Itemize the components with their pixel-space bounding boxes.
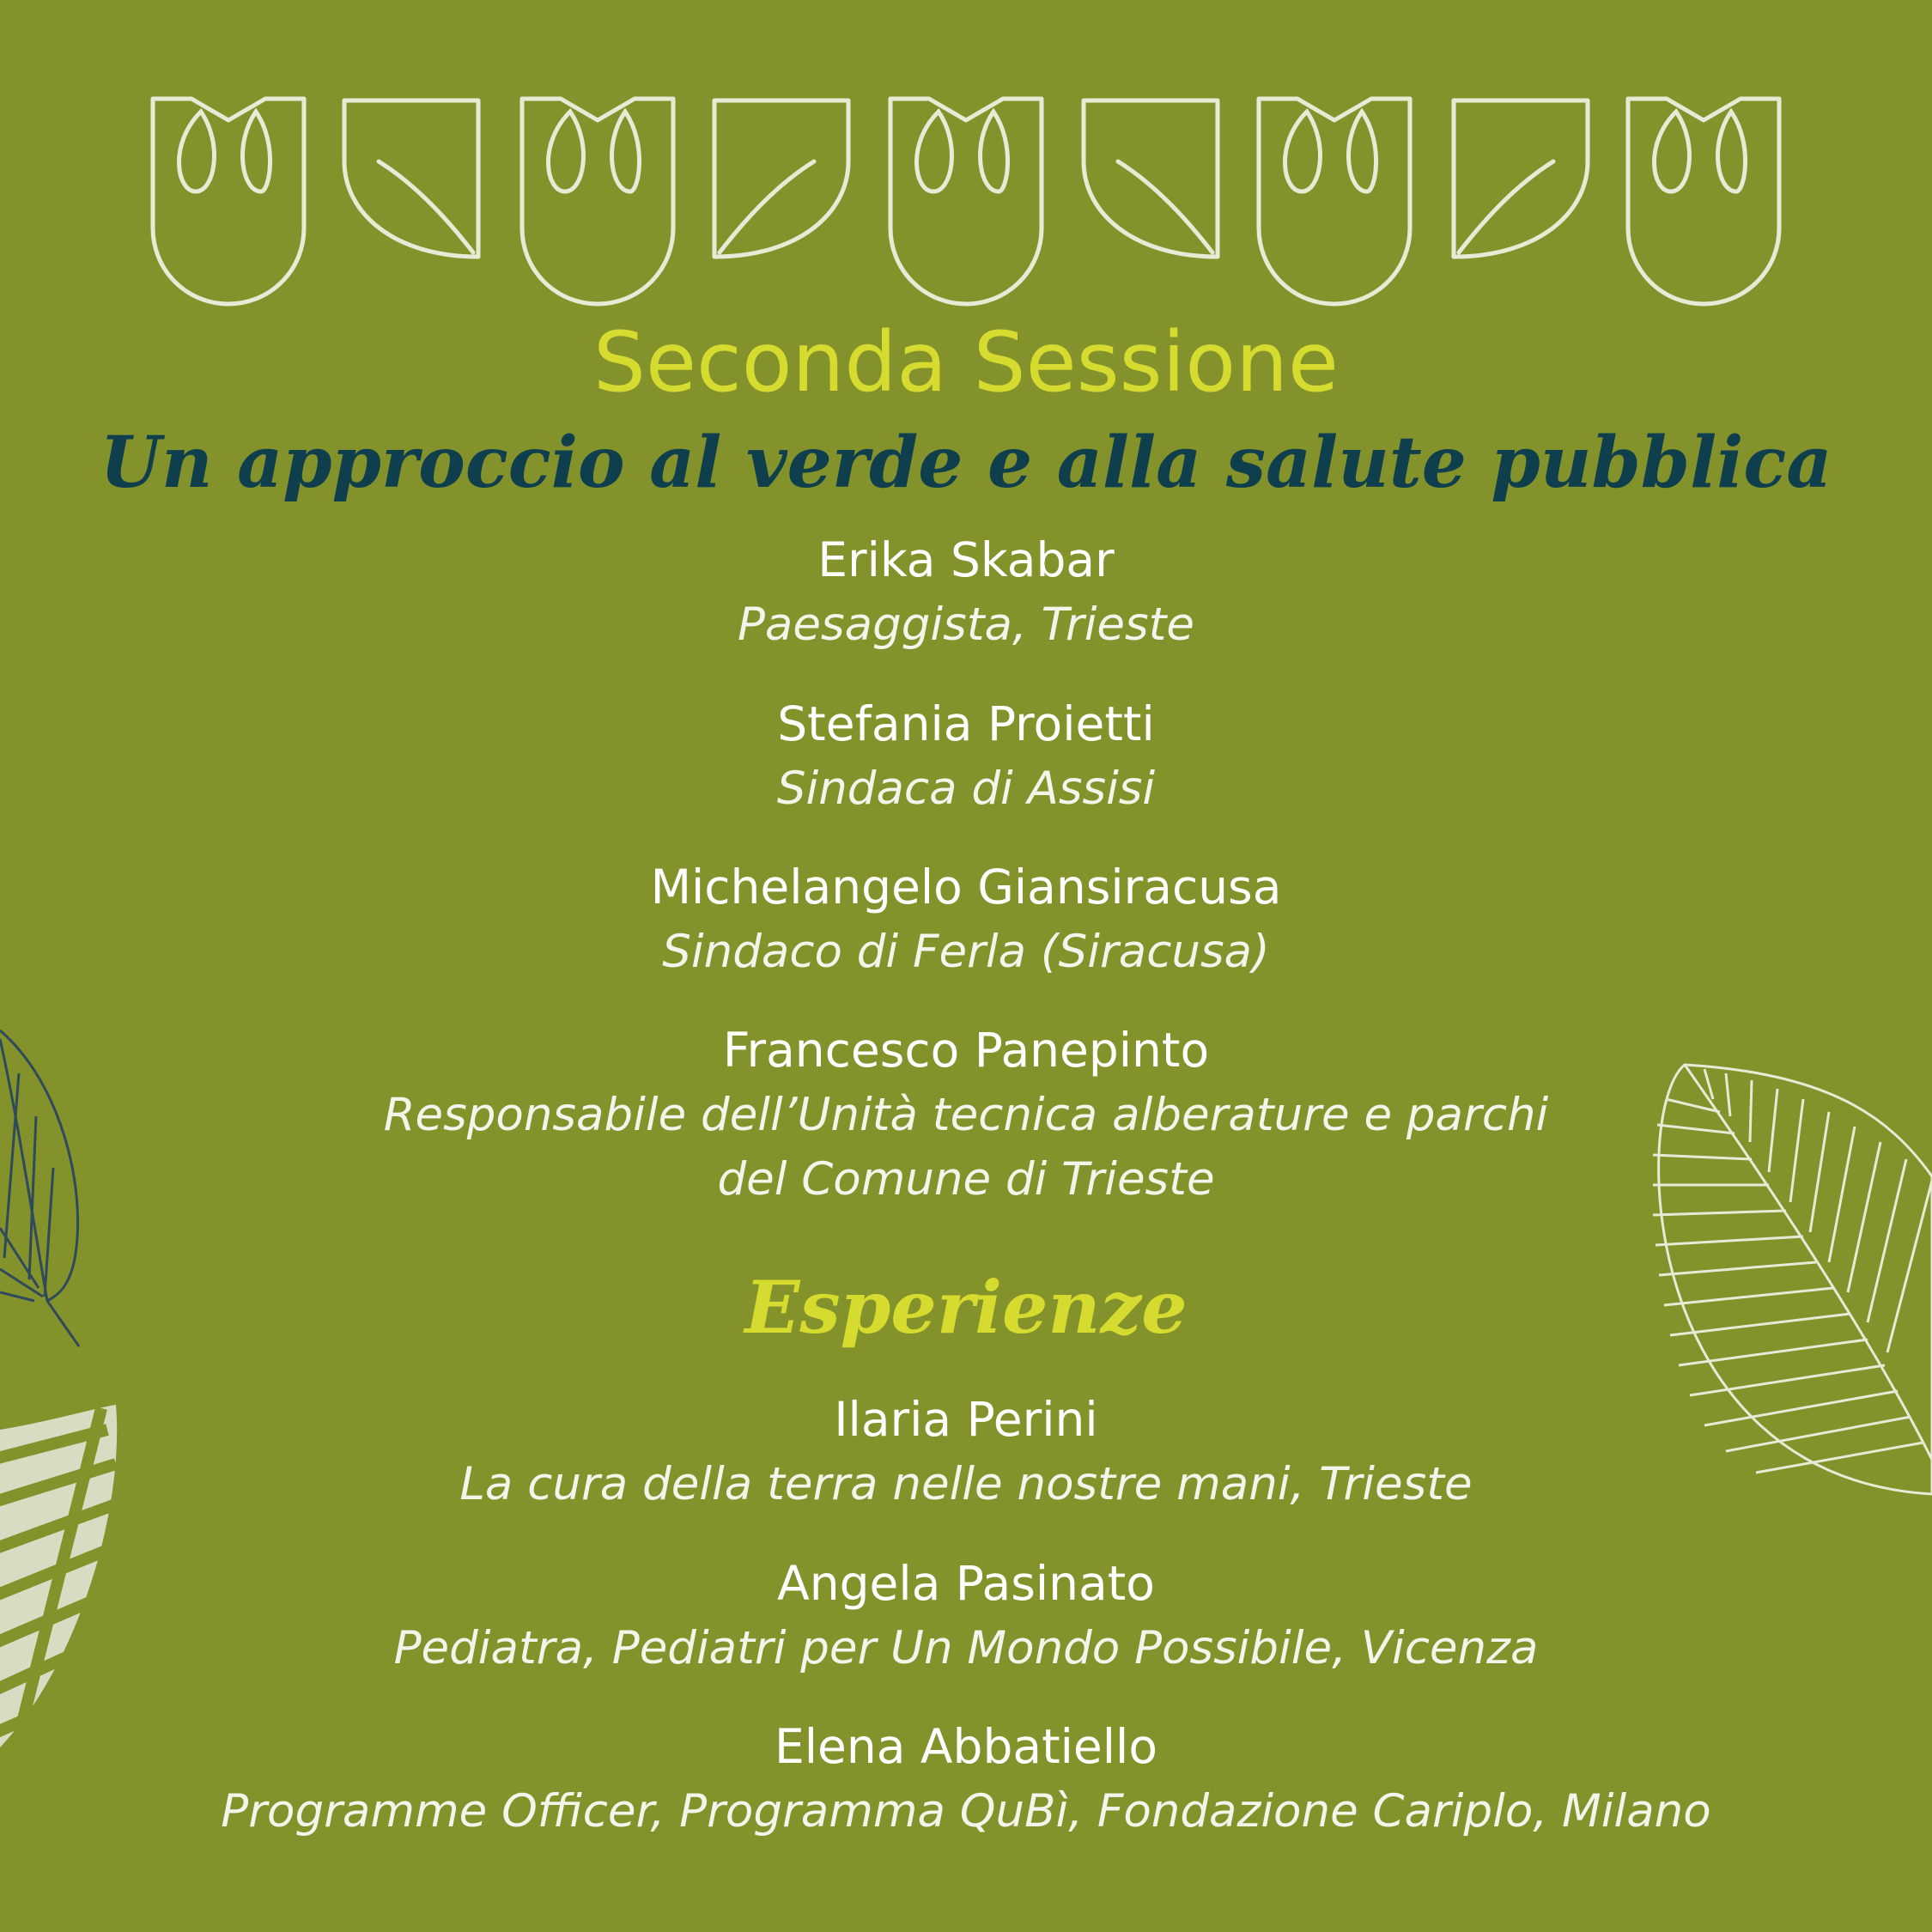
tulip-icon	[522, 99, 673, 304]
speaker-role-line-2: del Comune di Trieste	[717, 1153, 1215, 1206]
speaker-entry	[0, 1388, 1932, 1516]
speaker-name: Stefania Proietti	[777, 696, 1155, 751]
speaker-entry	[0, 855, 1932, 984]
speaker-role: Sindaca di Assisi	[776, 762, 1156, 815]
speaker-name: Ilaria Perini	[834, 1392, 1098, 1447]
speaker-entry	[0, 1715, 1932, 1844]
speaker-entry	[0, 528, 1932, 657]
leaf-icon	[1454, 100, 1588, 257]
speaker-role: Programme Officer, Programma QuBì, Fondazione Cariplo, Milano	[221, 1785, 1711, 1838]
speaker-entry	[0, 692, 1932, 821]
speaker-name: Michelangelo Giansiracusa	[650, 860, 1282, 914]
speaker-role: Pediatra, Pediatri per Un Mondo Possibile, Vicenza	[393, 1622, 1539, 1674]
speaker-name: Angela Pasinato	[777, 1556, 1155, 1611]
speaker-entry	[0, 1018, 1932, 1212]
speaker-entry	[0, 1552, 1932, 1680]
tulip-icon	[1259, 99, 1410, 304]
speaker-role-line-1: Responsabile dell’Unità tecnica alberature e parchi	[383, 1089, 1549, 1141]
speaker-role: Paesaggista, Trieste	[737, 598, 1195, 651]
leaf-icon	[1084, 100, 1218, 257]
tulip-icon	[890, 99, 1042, 304]
session-subtitle: Un approccio al verde e alla salute pubblica	[100, 422, 1832, 504]
speaker-name: Erika Skabar	[817, 532, 1115, 587]
leaf-icon	[714, 100, 848, 257]
tulip-icon	[153, 99, 304, 304]
session-title: Seconda Sessione	[593, 314, 1339, 410]
speaker-role: La cura della terra nelle nostre mani, Trieste	[459, 1458, 1473, 1510]
leaf-icon	[344, 100, 478, 257]
speaker-name: Elena Abbatiello	[775, 1719, 1157, 1774]
speaker-role: Sindaco di Ferla (Siracusa)	[662, 926, 1270, 978]
experiences-heading: Esperienze	[744, 1265, 1188, 1350]
tulip-icon	[1628, 99, 1779, 304]
speaker-name: Francesco Panepinto	[722, 1023, 1210, 1078]
